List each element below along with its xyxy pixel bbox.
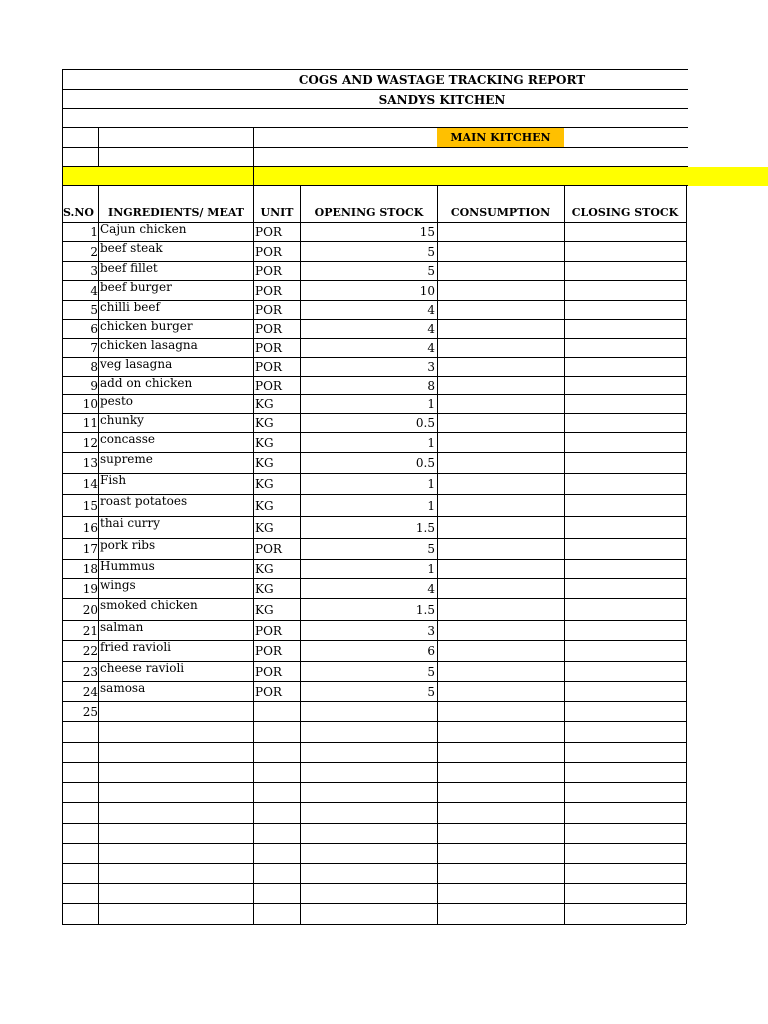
grid-line xyxy=(62,903,686,904)
cell-sno: 14 xyxy=(82,477,98,491)
cell-unit: POR xyxy=(255,225,282,239)
cell-unit: POR xyxy=(255,303,282,317)
col-header-consumption: CONSUMPTION xyxy=(450,206,551,219)
cell-sno: 20 xyxy=(82,603,98,617)
cell-ingredient: chicken burger xyxy=(100,319,193,333)
grid-line xyxy=(62,883,686,884)
cell-opening-stock: 3 xyxy=(427,624,435,638)
col-header-unit: UNIT xyxy=(260,206,294,219)
cell-unit: POR xyxy=(255,685,282,699)
cell-ingredient: smoked chicken xyxy=(100,598,198,612)
cell-ingredient: cheese ravioli xyxy=(100,661,185,675)
cell-ingredient: salman xyxy=(100,620,144,634)
cell-unit: KG xyxy=(255,397,274,411)
cell-unit: KG xyxy=(255,521,274,535)
cell-ingredient: chunky xyxy=(100,413,144,427)
cell-opening-stock: 1 xyxy=(427,436,435,450)
cell-opening-stock: 1 xyxy=(427,562,435,576)
cell-unit: KG xyxy=(255,477,274,491)
cell-unit: POR xyxy=(255,264,282,278)
cell-unit: POR xyxy=(255,284,282,298)
grid-line xyxy=(98,127,99,167)
cell-unit: KG xyxy=(255,456,274,470)
grid-line xyxy=(98,185,99,924)
cell-unit: KG xyxy=(255,582,274,596)
grid-line xyxy=(62,924,686,925)
cell-sno: 19 xyxy=(82,582,98,596)
section-label: MAIN KITCHEN xyxy=(450,131,551,144)
grid-line xyxy=(437,185,438,924)
cell-opening-stock: 5 xyxy=(427,264,435,278)
cell-opening-stock: 5 xyxy=(427,685,435,699)
cell-opening-stock: 5 xyxy=(427,665,435,679)
cell-sno: 2 xyxy=(90,245,98,259)
cell-opening-stock: 4 xyxy=(427,582,435,596)
cell-sno: 1 xyxy=(90,225,98,239)
report-title: COGS AND WASTAGE TRACKING REPORT xyxy=(298,73,586,87)
grid-line xyxy=(62,69,63,925)
cell-unit: KG xyxy=(255,603,274,617)
grid-line xyxy=(62,127,688,128)
cell-unit: POR xyxy=(255,245,282,259)
cell-unit: POR xyxy=(255,542,282,556)
cell-unit: KG xyxy=(255,562,274,576)
cell-sno: 22 xyxy=(82,644,98,658)
grid-line xyxy=(62,147,688,148)
grid-line xyxy=(62,823,686,824)
cell-opening-stock: 8 xyxy=(427,379,435,393)
cell-ingredient: veg lasagna xyxy=(100,357,173,371)
cell-ingredient: pesto xyxy=(100,394,133,408)
cell-sno: 7 xyxy=(90,341,98,355)
cell-sno: 15 xyxy=(82,499,98,513)
cell-sno: 6 xyxy=(90,322,98,336)
cell-opening-stock: 4 xyxy=(427,303,435,317)
cell-ingredient: fried ravioli xyxy=(100,640,172,654)
cell-sno: 23 xyxy=(82,665,98,679)
report-subtitle: SANDYS KITCHEN xyxy=(378,93,506,107)
cell-ingredient: beef steak xyxy=(100,241,163,255)
grid-line xyxy=(686,185,687,924)
cell-sno: 12 xyxy=(82,436,98,450)
cell-unit: POR xyxy=(255,644,282,658)
cell-sno: 13 xyxy=(82,456,98,470)
grid-line xyxy=(253,185,254,924)
cell-sno: 24 xyxy=(82,685,98,699)
cell-sno: 4 xyxy=(90,284,98,298)
grid-line xyxy=(62,185,688,186)
grid-line xyxy=(62,782,686,783)
grid-line xyxy=(253,127,254,186)
cell-ingredient: Fish xyxy=(100,473,127,487)
grid-line xyxy=(62,108,688,109)
grid-line xyxy=(62,863,686,864)
cell-opening-stock: 1 xyxy=(427,499,435,513)
cell-ingredient: concasse xyxy=(100,432,155,446)
cell-ingredient: Hummus xyxy=(100,559,155,573)
cell-opening-stock: 0.5 xyxy=(415,456,435,470)
cell-ingredient: chilli beef xyxy=(100,300,160,314)
cell-ingredient: add on chicken xyxy=(100,376,193,390)
cell-unit: POR xyxy=(255,665,282,679)
cell-opening-stock: 5 xyxy=(427,542,435,556)
cell-unit: POR xyxy=(255,341,282,355)
grid-line xyxy=(62,166,688,167)
cell-sno: 10 xyxy=(82,397,98,411)
cell-ingredient: beef burger xyxy=(100,280,172,294)
cell-sno: 17 xyxy=(82,542,98,556)
cell-ingredient: samosa xyxy=(100,681,146,695)
col-header-opening-stock: OPENING STOCK xyxy=(314,206,424,219)
cell-sno: 3 xyxy=(90,264,98,278)
grid-line xyxy=(62,701,686,702)
cell-opening-stock: 1 xyxy=(427,397,435,411)
cell-sno: 8 xyxy=(90,360,98,374)
highlight-band xyxy=(62,167,768,186)
grid-line xyxy=(62,843,686,844)
cell-ingredient: roast potatoes xyxy=(100,494,188,508)
cell-unit: KG xyxy=(255,416,274,430)
grid-line xyxy=(62,69,688,70)
cell-sno: 25 xyxy=(82,705,98,719)
cell-ingredient: supreme xyxy=(100,452,153,466)
cell-opening-stock: 0.5 xyxy=(415,416,435,430)
grid-line xyxy=(564,185,565,924)
cell-sno: 11 xyxy=(82,416,98,430)
grid-line xyxy=(62,762,686,763)
cell-unit: KG xyxy=(255,499,274,513)
cell-ingredient: beef fillet xyxy=(100,261,158,275)
cell-opening-stock: 3 xyxy=(427,360,435,374)
cell-ingredient: chicken lasagna xyxy=(100,338,198,352)
cell-opening-stock: 6 xyxy=(427,644,435,658)
cell-unit: POR xyxy=(255,322,282,336)
cell-opening-stock: 4 xyxy=(427,322,435,336)
col-header-closing-stock: CLOSING STOCK xyxy=(571,206,679,219)
cell-unit: POR xyxy=(255,379,282,393)
cell-sno: 18 xyxy=(82,562,98,576)
cell-opening-stock: 5 xyxy=(427,245,435,259)
cell-opening-stock: 1.5 xyxy=(415,521,435,535)
cell-sno: 21 xyxy=(82,624,98,638)
cell-opening-stock: 4 xyxy=(427,341,435,355)
grid-line xyxy=(62,742,686,743)
cell-unit: POR xyxy=(255,360,282,374)
grid-line xyxy=(62,802,686,803)
cell-sno: 16 xyxy=(82,521,98,535)
col-header-ingredients: INGREDIENTS/ MEAT xyxy=(108,206,244,219)
cell-ingredient: pork ribs xyxy=(100,538,156,552)
cell-opening-stock: 1 xyxy=(427,477,435,491)
cell-opening-stock: 1.5 xyxy=(415,603,435,617)
cell-ingredient: wings xyxy=(100,578,136,592)
cell-unit: POR xyxy=(255,624,282,638)
grid-line xyxy=(62,721,686,722)
cell-sno: 5 xyxy=(90,303,98,317)
cell-sno: 9 xyxy=(90,379,98,393)
cell-ingredient: thai curry xyxy=(100,516,161,530)
cell-opening-stock: 10 xyxy=(419,284,435,298)
grid-line xyxy=(62,89,688,90)
cell-unit: KG xyxy=(255,436,274,450)
col-header-sno: S.NO xyxy=(63,206,95,219)
cell-ingredient: Cajun chicken xyxy=(100,222,187,236)
cell-opening-stock: 15 xyxy=(419,225,435,239)
